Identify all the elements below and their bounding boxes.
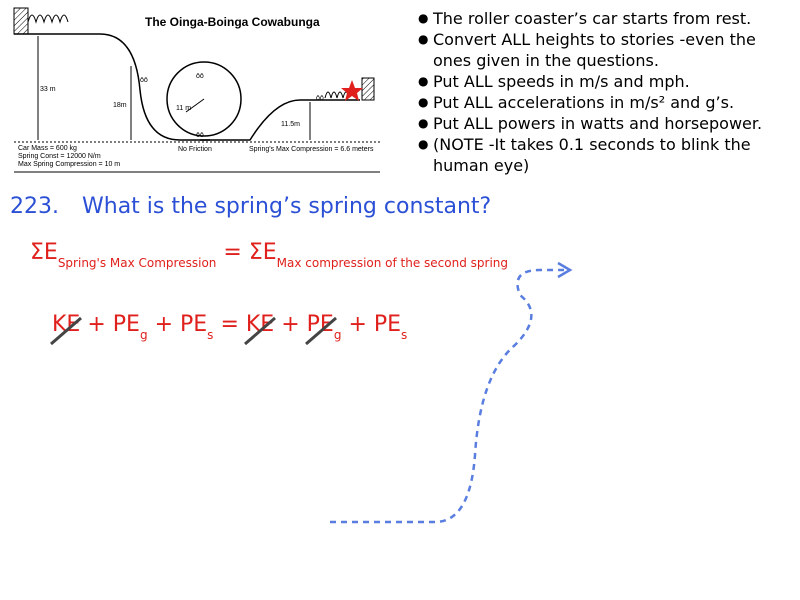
car-icon: ōō	[196, 132, 204, 139]
bullet-item: ● Convert ALL heights to stories -even the ones given in the questions.	[418, 30, 756, 70]
bullet-item: ● Put ALL accelerations in m/s² and g’s.	[418, 93, 735, 112]
ke-term-crossed: KE	[52, 312, 80, 337]
bullet-icon: ●	[418, 95, 429, 109]
bullet-item: ● Put ALL powers in watts and horsepower.	[418, 114, 763, 133]
question-number: 223.	[10, 194, 59, 219]
instructions-list	[418, 8, 798, 176]
sigma-e-left: ΣE	[30, 240, 58, 265]
car-icon: ōō	[316, 95, 324, 102]
plus-sign: +	[87, 312, 106, 337]
dashed-arrow	[320, 255, 590, 535]
bullet-icon: ●	[418, 137, 429, 151]
pe-g-term-crossed: $PE_g$	[307, 312, 342, 337]
question-heading	[10, 194, 491, 219]
right-spring	[325, 92, 349, 98]
label-no-friction: No Friction	[178, 146, 212, 153]
bullet-icon: ●	[418, 74, 429, 88]
subscript-left: Spring's Max Compression	[57, 256, 217, 270]
label-car-mass: Car Mass = 600 kg	[18, 145, 77, 152]
left-spring	[28, 15, 68, 22]
pe-s-term: $PE_s$	[373, 312, 408, 342]
bullet-icon: ●	[418, 116, 429, 130]
roller-coaster-diagram	[0, 0, 400, 180]
label-18m: 18m	[113, 102, 127, 109]
arrow-path	[330, 270, 565, 522]
right-wall	[362, 78, 374, 100]
bullet-icon: ●	[418, 11, 429, 25]
left-wall	[14, 8, 28, 34]
label-spring-const: Spring Const = 12000 N/m	[18, 153, 101, 160]
label-33m: 33 m	[40, 86, 56, 93]
equals-sign: =	[220, 312, 239, 337]
strike-icon	[49, 316, 83, 346]
pe-s-term: $PE_s$	[180, 312, 214, 342]
bullet-item: ● Put ALL speeds in m/s and mph.	[418, 72, 690, 91]
question-text: What is the spring’s spring constant?	[82, 194, 492, 219]
pe-g-term: $PE_g$	[112, 312, 148, 342]
plus-sign: +	[348, 312, 367, 337]
sigma-e-right: ΣE	[248, 240, 277, 265]
car-icon: ōō	[196, 73, 204, 80]
star-icon	[341, 80, 363, 101]
ke-term-crossed: KE	[246, 312, 274, 337]
car-icon: ōō	[140, 77, 148, 84]
plus-sign: +	[281, 312, 300, 337]
diagram-title: The Oinga-Boinga Cowabunga	[145, 15, 320, 29]
bullet-item: ● (NOTE -It takes 0.1 seconds to blink the human eye)	[418, 135, 751, 175]
track-right	[200, 100, 360, 140]
strike-icon	[243, 316, 277, 346]
equals-sign: =	[223, 240, 242, 265]
label-max-spring: Max Spring Compression = 10 m	[18, 161, 121, 168]
subscript-right: Max compression of the second spring	[276, 256, 509, 270]
plus-sign: +	[154, 312, 173, 337]
label-spring-compression: Spring's Max Compression = 6.6 meters	[249, 146, 374, 153]
bullet-item: ● The roller coaster’s car starts from rest.	[418, 9, 752, 28]
label-115m: 11.5m	[281, 121, 300, 128]
label-loop-radius: 11 m	[176, 105, 192, 112]
bullet-icon: ●	[418, 32, 429, 46]
